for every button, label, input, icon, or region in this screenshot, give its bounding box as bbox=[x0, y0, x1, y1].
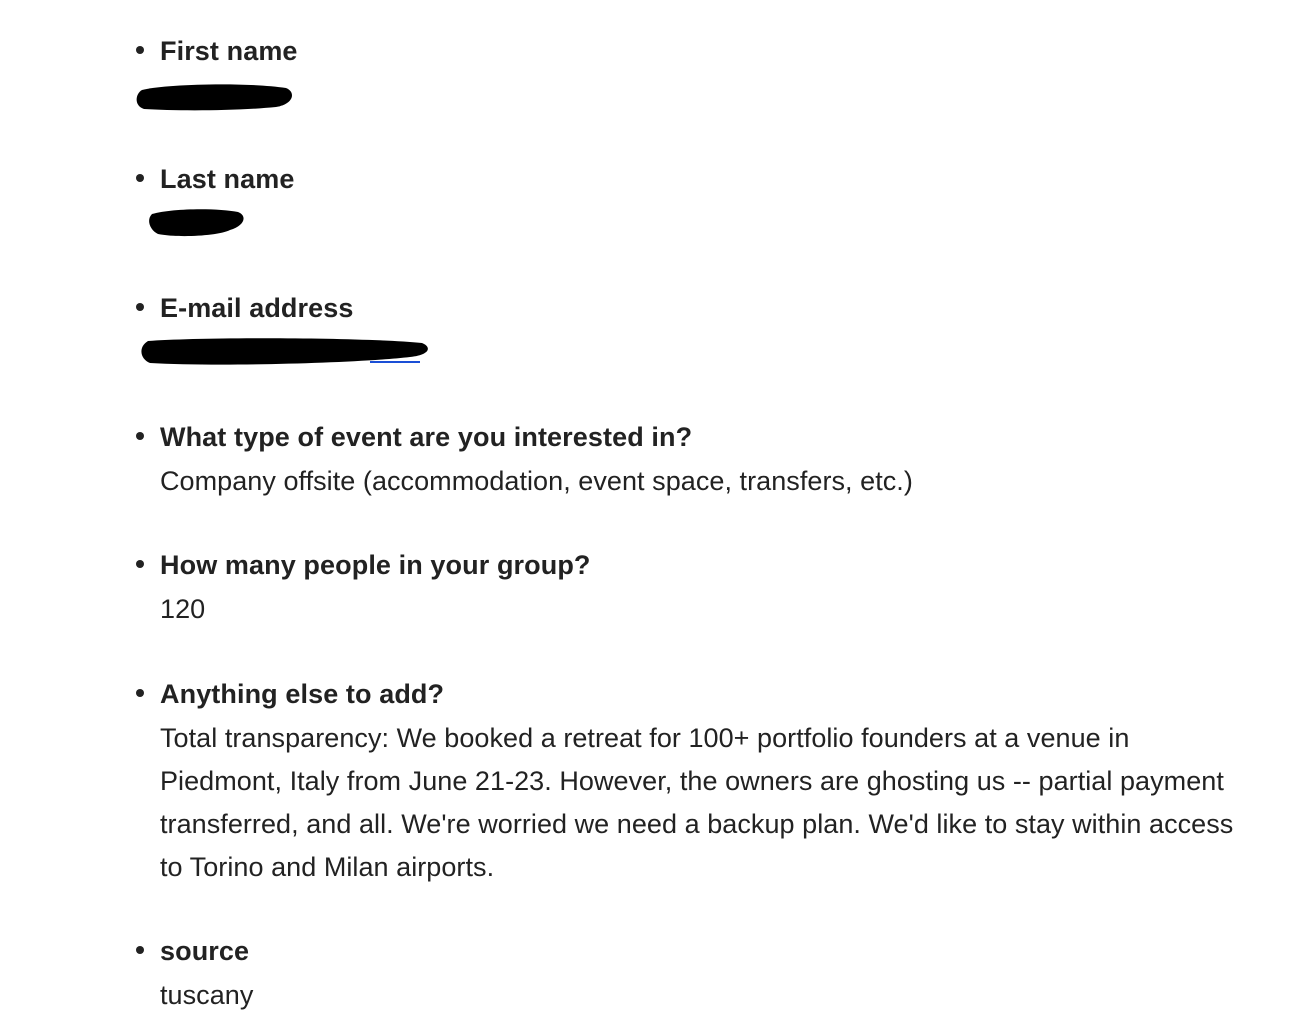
field-value: tuscany bbox=[160, 980, 254, 1010]
redaction-mark bbox=[136, 80, 296, 114]
field-first-name bbox=[160, 36, 1260, 66]
bullet-icon bbox=[136, 946, 144, 954]
bullet-icon bbox=[136, 303, 144, 311]
field-label: How many people in your group? bbox=[160, 550, 591, 580]
bullet-icon bbox=[136, 689, 144, 697]
bullet-icon bbox=[136, 432, 144, 440]
field-source bbox=[160, 936, 1260, 1017]
bullet-icon bbox=[136, 560, 144, 568]
field-group-size bbox=[160, 550, 1260, 631]
field-label: What type of event are you interested in? bbox=[160, 422, 693, 452]
field-last-name bbox=[160, 164, 1260, 194]
field-anything-else bbox=[160, 679, 1245, 889]
redaction-mark bbox=[148, 206, 248, 240]
field-value: Company offsite (accommodation, event space, transfers, etc.) bbox=[160, 466, 913, 496]
field-value: 120 bbox=[160, 594, 206, 624]
bullet-icon bbox=[136, 46, 144, 54]
field-label: Last name bbox=[160, 164, 295, 194]
field-label: First name bbox=[160, 36, 298, 66]
field-label: Anything else to add? bbox=[160, 679, 445, 709]
field-value: Total transparency: We booked a retreat for 100+ portfolio founders at a venue in Piedmont, Italy from June 21-23. However, the owners are ghosting us -- partial payment transferred, and all. We're worried we need a backup plan. We'd like to stay within access to Torino and Milan airports. bbox=[160, 723, 1234, 882]
field-label: source bbox=[160, 936, 250, 966]
field-email-address bbox=[160, 293, 1260, 323]
field-event-type bbox=[160, 422, 1260, 503]
redaction-mark[interactable] bbox=[140, 335, 432, 369]
bullet-icon bbox=[136, 174, 144, 182]
field-label: E-mail address bbox=[160, 293, 354, 323]
